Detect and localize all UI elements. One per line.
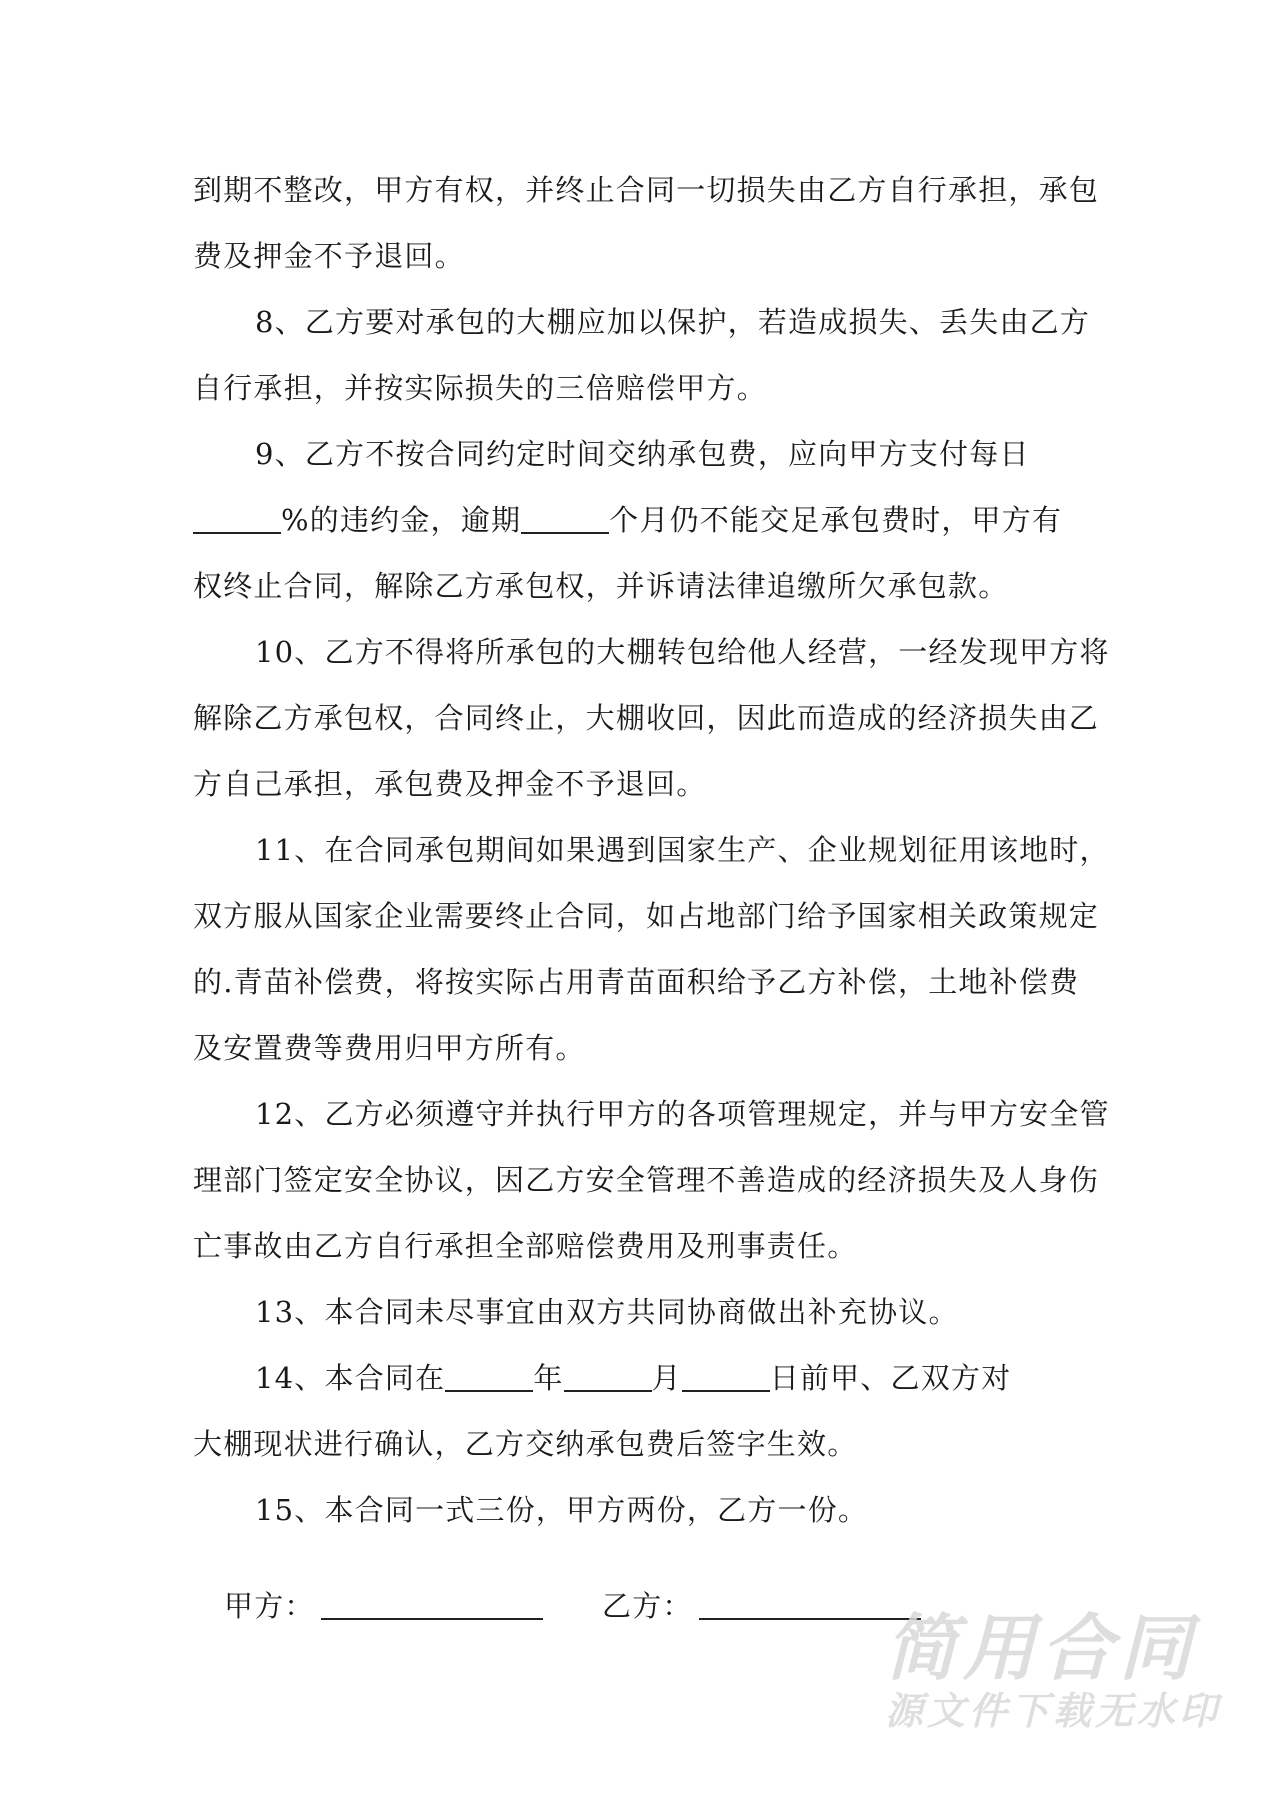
clause-13: 13、本合同未尽事宜由双方共同协商做出补充协议。 xyxy=(255,1295,959,1329)
clause-8: 8、乙方要对承包的大棚应加以保护，若造成损失、丢失由乙方 xyxy=(255,305,1091,339)
clause-9-line-2 xyxy=(193,500,1093,540)
text-line: 大棚现状进行确认，乙方交纳承包费后签字生效。 xyxy=(193,1427,858,1461)
text-line: 到期不整改，甲方有权，并终止合同一切损失由乙方自行承担，承包 xyxy=(193,173,1100,207)
text-line: 双方服从国家企业需要终止合同，如占地部门给予国家相关政策规定 xyxy=(193,899,1100,933)
party-b-signature xyxy=(602,1586,921,1626)
text-segment: 月 xyxy=(651,1361,682,1395)
text-line: 解除乙方承包权，合同终止，大棚收回，因此而造成的经济损失由乙 xyxy=(193,701,1100,735)
text-line: 自行承担，并按实际损失的三倍赔偿甲方。 xyxy=(193,371,767,405)
clause-10: 10、乙方不得将所承包的大棚转包给他人经营，一经发现甲方将 xyxy=(255,635,1110,669)
text-line: 亡事故由乙方自行承担全部赔偿费用及刑事责任。 xyxy=(193,1229,858,1263)
text-segment: %的违约金，逾期 xyxy=(281,503,522,537)
text-segment: 14、本合同在 xyxy=(255,1361,446,1395)
clause-11: 11、在合同承包期间如果遇到国家生产、企业规划征用该地时， xyxy=(255,833,1110,867)
text-line: 的.青苗补偿费，将按实际占用青苗面积给予乙方补偿，土地补偿费 xyxy=(193,965,1080,999)
month-blank[interactable] xyxy=(564,1360,652,1392)
clause-14 xyxy=(255,1358,1155,1398)
text-segment: 年 xyxy=(533,1361,564,1395)
party-a-signature xyxy=(224,1586,543,1626)
party-a-label: 甲方： xyxy=(224,1589,315,1623)
text-line: 及安置费等费用归甲方所有。 xyxy=(193,1031,586,1065)
day-blank[interactable] xyxy=(682,1360,770,1392)
clause-15: 15、本合同一式三份，甲方两份，乙方一份。 xyxy=(255,1493,869,1527)
party-a-signature-line[interactable] xyxy=(321,1588,543,1620)
text-line: 权终止合同，解除乙方承包权，并诉请法律追缴所欠承包款。 xyxy=(193,569,1009,603)
text-line: 方自己承担，承包费及押金不予退回。 xyxy=(193,767,707,801)
watermark-logo: 简用合同 xyxy=(885,1606,1198,1690)
party-b-label: 乙方： xyxy=(602,1589,693,1623)
text-line: 理部门签定安全协议，因乙方安全管理不善造成的经济损失及人身伤 xyxy=(193,1163,1100,1197)
overdue-months-blank[interactable] xyxy=(521,502,609,534)
watermark-subtitle: 源文件下载无水印 xyxy=(885,1689,1222,1733)
clause-9: 9、乙方不按合同约定时间交纳承包费，应向甲方支付每日 xyxy=(255,437,1030,471)
text-segment: 个月仍不能交足承包费时，甲方有 xyxy=(609,503,1063,537)
text-line: 费及押金不予退回。 xyxy=(193,239,465,273)
clause-12: 12、乙方必须遵守并执行甲方的各项管理规定，并与甲方安全管 xyxy=(255,1097,1110,1131)
year-blank[interactable] xyxy=(445,1360,533,1392)
penalty-rate-blank[interactable] xyxy=(193,502,281,534)
text-segment: 日前甲、乙双方对 xyxy=(769,1361,1012,1395)
